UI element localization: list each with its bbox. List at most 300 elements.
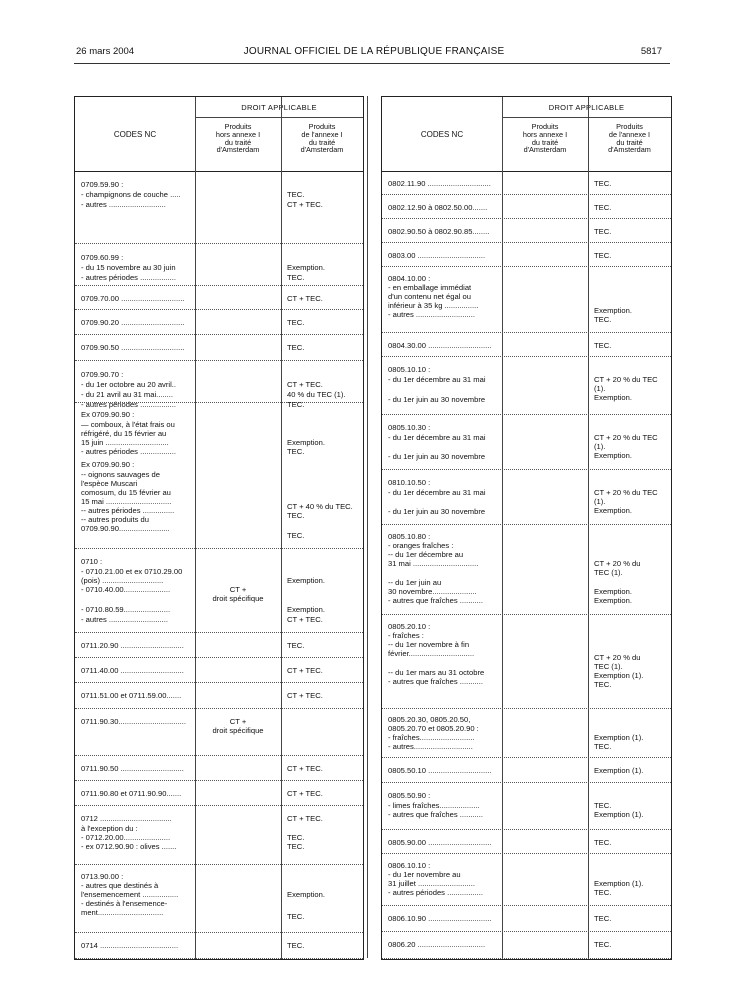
cell-text: Exemption (1). — [594, 766, 644, 775]
cell-text: comosum, du 15 février au — [81, 488, 171, 497]
cell-text: l'espèce Muscari — [81, 479, 138, 488]
cell-text: Exemption. — [287, 576, 325, 585]
code-nc-cell — [75, 403, 195, 548]
cell-text: 0810.10.50 : — [388, 478, 431, 487]
cell-text: - champignons de couche ..... — [81, 190, 181, 199]
cell-text: 0711.40.00 .............................. — [81, 666, 184, 675]
cell-text: 0805.50.90 : — [388, 791, 431, 800]
annexe-i-cell — [281, 806, 363, 864]
code-nc-cell — [75, 244, 195, 285]
header-annexe-i — [588, 123, 671, 154]
code-nc-cell — [382, 783, 502, 829]
hors-annexe-cell — [502, 243, 588, 266]
code-nc-cell — [382, 709, 502, 757]
code-nc-cell — [75, 286, 195, 309]
cell-text: - autres périodes ................. — [81, 273, 176, 282]
cell-text: -- autres produits du — [81, 515, 149, 524]
code-nc-cell — [382, 854, 502, 905]
cell-text: (pois) ............................. — [81, 576, 164, 585]
hors-annexe-cell — [195, 756, 281, 780]
cell-text: TEC. — [594, 315, 612, 324]
cell-text: - 0710.21.00 et ex 0710.29.00 — [81, 567, 183, 576]
cell-text: 15 mai ............................... — [81, 497, 172, 506]
cell-text: CT + TEC. — [287, 814, 323, 823]
header-line: du traité — [616, 137, 643, 147]
header-line: d'Amsterdam — [300, 145, 344, 155]
hors-annexe-cell — [195, 310, 281, 334]
cell-text: 0802.90.50 à 0802.90.85........ — [388, 227, 490, 236]
table-row — [382, 709, 671, 758]
cell-text: réfrigéré, du 15 février au — [81, 429, 167, 438]
header-codes-nc: CODES NC — [113, 129, 157, 139]
cell-text: TEC. — [594, 838, 612, 847]
annexe-i-cell — [588, 783, 671, 829]
cell-text: 0805.10.80 : — [388, 532, 431, 541]
cell-text: CT + 20 % du — [594, 653, 641, 662]
cell-text: 0805.20.70 et 0805.20.90 : — [388, 724, 479, 733]
annexe-i-cell — [588, 758, 671, 782]
cell-text: CT + TEC. — [287, 789, 323, 798]
annexe-i-cell — [281, 403, 363, 548]
cell-text: CT + TEC. — [287, 294, 323, 303]
cell-text: TEC (1). — [594, 568, 623, 577]
cell-text: CT + 20 % du TEC — [594, 488, 658, 497]
cell-text: Exemption. — [594, 451, 632, 460]
cell-text: 0709.70.00 .............................. — [81, 294, 185, 303]
cell-text: - du 1er octobre au 20 avril.. — [81, 380, 176, 389]
cell-text: Exemption. — [287, 890, 325, 899]
hors-annexe-cell — [195, 361, 281, 402]
hors-annexe-cell — [502, 783, 588, 829]
header-line: d'Amsterdam — [216, 145, 260, 155]
header-line: Produits — [531, 122, 559, 131]
cell-text: Exemption. — [594, 587, 632, 596]
hors-annexe-cell — [502, 758, 588, 782]
header-droit-applicable: DROIT APPLICABLE — [502, 97, 671, 118]
table-row — [75, 933, 363, 959]
cell-text: TEC. — [594, 742, 612, 751]
annexe-i-cell — [588, 709, 671, 757]
hors-annexe-cell — [195, 709, 281, 755]
table-row — [382, 219, 671, 243]
cell-text: CT + TEC. — [287, 691, 323, 700]
annexe-i-cell — [588, 932, 671, 958]
annexe-i-cell — [281, 286, 363, 309]
cell-text: - oranges fraîches : — [388, 541, 454, 550]
cell-text: Exemption. — [287, 263, 325, 272]
code-nc-cell — [382, 333, 502, 356]
cell-text: TEC. — [287, 511, 305, 520]
cell-text: -- oignons sauvages de — [81, 470, 160, 479]
annexe-i-cell — [588, 615, 671, 708]
cell-text: CT + TEC. — [287, 666, 323, 675]
annexe-i-cell — [281, 361, 363, 409]
cell-text: TEC. — [287, 531, 305, 540]
hors-annexe-cell — [502, 219, 588, 242]
cell-text: Exemption. — [594, 306, 632, 315]
cell-text: 0711.20.90 .............................. — [81, 641, 184, 650]
table-row — [75, 756, 363, 781]
hors-annexe-cell — [195, 633, 281, 657]
cell-text: 0713.90.00 : — [81, 872, 124, 881]
code-nc-cell — [382, 906, 502, 931]
cell-text: février............................... — [388, 649, 475, 658]
hors-annexe-cell — [502, 333, 588, 356]
cell-text: - 0710.80.59...................... — [81, 605, 171, 614]
cell-text: (1). — [594, 384, 606, 393]
cell-text: TEC. — [287, 833, 305, 842]
cell-text: TEC. — [594, 203, 612, 212]
code-nc-cell — [75, 683, 195, 708]
page-number: 5817 — [640, 46, 662, 57]
annexe-i-cell — [281, 171, 363, 243]
cell-text: - fraîches : — [388, 631, 424, 640]
code-nc-cell — [75, 756, 195, 780]
cell-text: - du 1er novembre au — [388, 870, 461, 879]
annexe-i-cell — [588, 415, 671, 469]
cell-text: - fraîches.......................... — [388, 733, 475, 742]
code-nc-cell — [75, 933, 195, 958]
hors-annexe-cell — [502, 709, 588, 757]
code-nc-cell — [75, 335, 195, 360]
cell-text: Exemption. — [594, 393, 632, 402]
cell-text: CT + 20 % du TEC — [594, 375, 658, 384]
code-nc-cell — [382, 615, 502, 708]
cell-text: inférieur à 35 kg ................ — [388, 301, 479, 310]
code-nc-cell — [75, 310, 195, 334]
annexe-i-cell — [281, 933, 363, 958]
header-droit-applicable: DROIT APPLICABLE — [195, 97, 363, 118]
cell-text: Ex 0709.90.90 : — [81, 460, 135, 469]
table-row — [382, 415, 671, 470]
cell-text: 0709.90.20 .............................. — [81, 318, 185, 327]
cell-text: - du 1er décembre au 31 mai — [388, 375, 486, 384]
cell-text: -- autres périodes ............... — [81, 506, 175, 515]
cell-text: droit spécifique — [212, 726, 264, 735]
cell-text: - autres périodes ................. — [81, 447, 176, 456]
hors-annexe-cell — [502, 195, 588, 218]
cell-text: CT + 20 % du — [594, 559, 641, 568]
cell-text: 0711.90.50 .............................. — [81, 764, 184, 773]
cell-text: - limes fraîches................... — [388, 801, 480, 810]
table-row — [75, 806, 363, 865]
cell-text: 0806.10.10 : — [388, 861, 431, 870]
cell-text: - du 1er juin au 30 novembre — [388, 507, 486, 516]
table-header — [382, 97, 671, 172]
cell-text: ment............................... — [81, 908, 164, 917]
cell-text: 0711.90.80 et 0711.90.90....... — [81, 789, 182, 798]
column-divider — [367, 96, 368, 958]
code-nc-cell — [75, 549, 195, 632]
tariff-table-right — [381, 96, 672, 960]
table-row — [382, 267, 671, 333]
cell-text: TEC. — [287, 343, 305, 352]
cell-text: CT + TEC. — [287, 200, 323, 209]
table-row — [382, 854, 671, 906]
cell-text: Exemption. — [594, 506, 632, 515]
cell-text: - du 1er décembre au 31 mai — [388, 488, 486, 497]
hors-annexe-cell — [502, 906, 588, 931]
table-row — [75, 865, 363, 933]
cell-text: 0805.10.10 : — [388, 365, 431, 374]
cell-text: Exemption (1). — [594, 671, 644, 680]
cell-text: 0805.20.10 : — [388, 622, 431, 631]
cell-text: -- du 1er novembre à fin — [388, 640, 470, 649]
hors-annexe-cell — [195, 335, 281, 360]
cell-text: Exemption. — [594, 596, 632, 605]
code-nc-cell — [75, 633, 195, 657]
cell-text: - du 15 novembre au 30 juin — [81, 263, 176, 272]
cell-text: TEC. — [594, 940, 612, 949]
code-nc-cell — [382, 243, 502, 266]
table-row — [75, 403, 363, 549]
hors-annexe-cell — [195, 933, 281, 958]
annexe-i-cell — [588, 219, 671, 242]
cell-text: CT + — [229, 717, 247, 726]
code-nc-cell — [382, 932, 502, 958]
cell-text: 0709.90.90........................ — [81, 524, 170, 533]
cell-text: - du 1er décembre au 31 mai — [388, 433, 486, 442]
cell-text: - ex 0712.90.90 : olives ....... — [81, 842, 177, 851]
hors-annexe-cell — [502, 525, 588, 614]
cell-text: Exemption. — [287, 605, 325, 614]
cell-text: (1). — [594, 442, 606, 451]
code-nc-cell — [382, 470, 502, 524]
cell-text: d'un contenu net égal ou — [388, 292, 471, 301]
hors-annexe-cell — [502, 415, 588, 469]
table-row — [75, 171, 363, 244]
cell-text: TEC. — [594, 801, 612, 810]
annexe-i-cell — [281, 244, 363, 285]
annexe-i-cell — [588, 171, 671, 194]
cell-text: Exemption (1). — [594, 733, 644, 742]
annexe-i-cell — [588, 470, 671, 524]
cell-text: - 0710.40.00...................... — [81, 585, 171, 594]
table-row — [382, 830, 671, 854]
cell-text: 0802.11.90 .............................. — [388, 179, 491, 188]
table-row — [75, 781, 363, 806]
annexe-i-cell — [281, 658, 363, 682]
code-nc-cell — [75, 806, 195, 864]
annexe-i-cell — [588, 830, 671, 853]
cell-text: 0804.10.00 : — [388, 274, 431, 283]
table-row — [75, 709, 363, 756]
cell-text: TEC. — [287, 447, 305, 456]
header-rule — [74, 63, 670, 64]
cell-text: - autres périodes ................. — [81, 400, 176, 409]
header-line: d'Amsterdam — [608, 145, 651, 155]
cell-text: - destinés à l'ensemence- — [81, 899, 168, 908]
table-row — [75, 549, 363, 633]
hors-annexe-cell — [195, 781, 281, 805]
cell-text: 0709.90.70 : — [81, 370, 124, 379]
table-row — [75, 633, 363, 658]
annexe-i-cell — [281, 683, 363, 708]
code-nc-cell — [382, 219, 502, 242]
cell-text: -- du 1er juin au — [388, 578, 442, 587]
cell-text: TEC. — [594, 341, 612, 350]
hors-annexe-cell — [502, 932, 588, 958]
cell-text: -- du 1er décembre au — [388, 550, 464, 559]
annexe-i-cell — [588, 906, 671, 931]
hors-annexe-cell — [195, 403, 281, 548]
cell-text: 0804.30.00 .............................. — [388, 341, 492, 350]
cell-text: 0802.12.90 à 0802.50.00....... — [388, 203, 488, 212]
table-row — [75, 361, 363, 409]
table-row — [75, 286, 363, 310]
cell-text: — comboux, à l'état frais ou — [81, 420, 175, 429]
code-nc-cell — [75, 171, 195, 243]
table-row — [382, 171, 671, 195]
cell-text: - autres que destinés à — [81, 881, 159, 890]
annexe-i-cell — [588, 267, 671, 332]
annexe-i-cell — [281, 865, 363, 932]
cell-text: à l'exception du : — [81, 824, 138, 833]
cell-text: CT + TEC. — [287, 764, 323, 773]
annexe-i-cell — [281, 549, 363, 632]
cell-text: - autres ........................... — [81, 200, 166, 209]
code-nc-cell — [382, 525, 502, 614]
hors-annexe-cell — [502, 615, 588, 708]
hors-annexe-cell — [195, 658, 281, 682]
hors-annexe-cell — [195, 865, 281, 932]
cell-text: (1). — [594, 497, 606, 506]
cell-text: TEC. — [594, 680, 612, 689]
cell-text: TEC. — [594, 888, 612, 897]
cell-text: 0710 : — [81, 557, 103, 566]
table-row — [382, 525, 671, 615]
annexe-i-cell — [588, 525, 671, 614]
annexe-i-cell — [281, 709, 363, 755]
annexe-i-cell — [588, 195, 671, 218]
cell-text: - autres ............................ — [81, 615, 168, 624]
cell-text: CT + TEC. — [287, 380, 323, 389]
annexe-i-cell — [281, 781, 363, 805]
table-row — [75, 335, 363, 361]
hors-annexe-cell — [502, 830, 588, 853]
hors-annexe-cell — [502, 357, 588, 414]
cell-text: 0805.90.00 .............................. — [388, 838, 492, 847]
table-row — [382, 243, 671, 267]
hors-annexe-cell — [195, 549, 281, 632]
cell-text: - en emballage immédiat — [388, 283, 472, 292]
cell-text: l'ensemencement ................. — [81, 890, 179, 899]
header-annexe-i — [281, 123, 363, 154]
cell-text: TEC. — [287, 273, 305, 282]
code-nc-cell — [75, 658, 195, 682]
hors-annexe-cell — [502, 470, 588, 524]
table-row — [382, 333, 671, 357]
cell-text: - autres périodes ................. — [388, 888, 483, 897]
annexe-i-cell — [588, 243, 671, 266]
table-row — [382, 615, 671, 709]
cell-text: - autres que fraîches ........... — [388, 677, 483, 686]
table-row — [382, 758, 671, 783]
cell-text: - du 21 avril au 31 mai........ — [81, 390, 174, 399]
annexe-i-cell — [281, 335, 363, 360]
annexe-i-cell — [281, 756, 363, 780]
hors-annexe-cell — [502, 267, 588, 332]
cell-text: 0709.60.99 : — [81, 253, 124, 262]
table-row — [75, 244, 363, 286]
annexe-i-cell — [281, 633, 363, 657]
cell-text: Exemption (1). — [594, 810, 644, 819]
cell-text: 31 mai ............................... — [388, 559, 479, 568]
cell-text: 0806.20 ................................ — [388, 940, 486, 949]
cell-text: 0714 ..................................... — [81, 941, 179, 950]
header-hors-annexe — [195, 123, 281, 154]
table-row — [75, 658, 363, 683]
header-hors-annexe — [502, 123, 588, 154]
annexe-i-cell — [588, 854, 671, 905]
cell-text: TEC. — [594, 914, 612, 923]
code-nc-cell — [382, 267, 502, 332]
cell-text: 0712 .................................. — [81, 814, 172, 823]
cell-text: - du 1er juin au 30 novembre — [388, 395, 486, 404]
cell-text: TEC. — [287, 842, 305, 851]
cell-text: Exemption. — [287, 438, 325, 447]
header-line: Produits — [224, 122, 252, 131]
cell-text: 15 juin .............................. — [81, 438, 169, 447]
cell-text: CT + — [229, 585, 247, 594]
hors-annexe-cell — [195, 171, 281, 243]
table-row — [75, 310, 363, 335]
table-row — [382, 932, 671, 959]
cell-text: 0711.90.30................................ — [81, 717, 186, 726]
header-line: du traité — [224, 137, 252, 147]
code-nc-cell — [75, 781, 195, 805]
code-nc-cell — [75, 361, 195, 409]
cell-text: TEC. — [287, 912, 305, 921]
hors-annexe-cell — [195, 806, 281, 864]
cell-text: - autres que fraîches ........... — [388, 810, 483, 819]
cell-text: 30 novembre..................... — [388, 587, 477, 596]
code-nc-cell — [382, 357, 502, 414]
cell-text: TEC. — [594, 179, 612, 188]
cell-text: TEC. — [594, 227, 612, 236]
cell-text: - autres ............................ — [388, 310, 475, 319]
cell-text: 0805.20.30, 0805.20.50, — [388, 715, 471, 724]
table-row — [382, 906, 671, 932]
cell-text: TEC. — [287, 641, 305, 650]
table-row — [382, 470, 671, 525]
hors-annexe-cell — [195, 683, 281, 708]
code-nc-cell — [75, 709, 195, 755]
code-nc-cell — [382, 171, 502, 194]
cell-text: - 0712.20.00...................... — [81, 833, 171, 842]
journal-title: JOURNAL OFFICIEL DE LA RÉPUBLIQUE FRANÇAISE — [243, 46, 505, 57]
code-nc-cell — [382, 758, 502, 782]
cell-text: - autres............................ — [388, 742, 473, 751]
cell-text: -- du 1er mars au 31 octobre — [388, 668, 485, 677]
cell-text: 0709.90.50 .............................. — [81, 343, 185, 352]
header-line: hors annexe I — [215, 129, 261, 139]
cell-text: TEC (1). — [594, 662, 623, 671]
cell-text: TEC. — [287, 400, 305, 409]
cell-text: Ex 0709.90.90 : — [81, 410, 135, 419]
header-line: hors annexe I — [522, 129, 568, 139]
cell-text: 31 juillet ........................... — [388, 879, 475, 888]
header-line: d'Amsterdam — [523, 145, 567, 155]
hors-annexe-cell — [195, 286, 281, 309]
cell-text: - du 1er juin au 30 novembre — [388, 452, 486, 461]
cell-text: 0806.10.90 .............................. — [388, 914, 492, 923]
table-row — [382, 195, 671, 219]
cell-text: CT + TEC. — [287, 615, 323, 624]
cell-text: droit spécifique — [212, 594, 264, 603]
header-line: de l'annexe I — [301, 129, 343, 139]
header-line: du traité — [531, 137, 559, 147]
